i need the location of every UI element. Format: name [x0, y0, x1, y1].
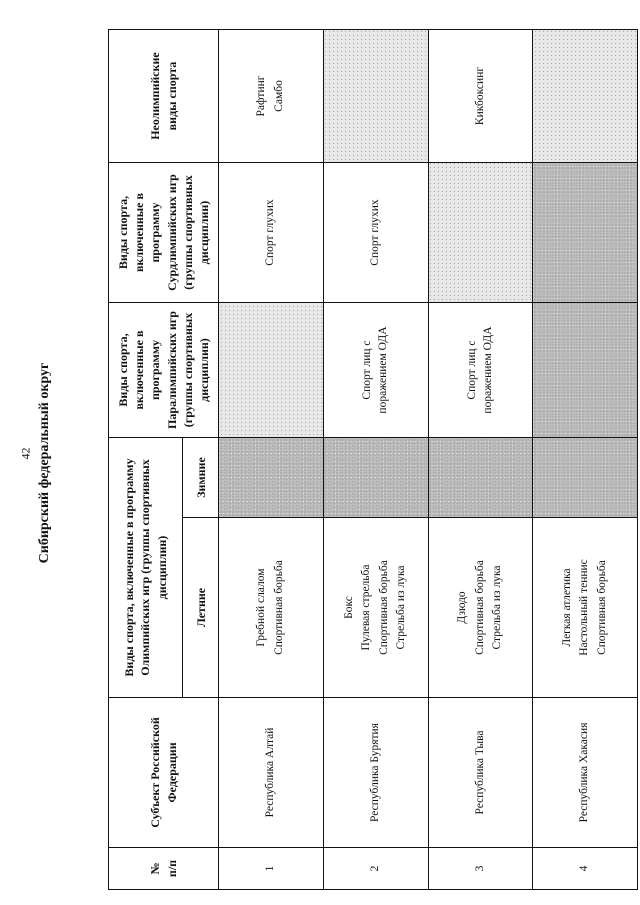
cell-num: 3	[428, 848, 533, 890]
cell-item: Стрельба из лука	[395, 565, 408, 650]
cell-nonolympic	[428, 30, 533, 163]
cell-item: Спорт глухих	[264, 199, 277, 266]
cell-item: Спортивная борьба	[377, 560, 390, 655]
header-num: № п/п	[109, 848, 219, 890]
cell-nonolympic	[219, 30, 324, 163]
table-row	[323, 30, 428, 890]
header-subject: Субъект Российской Федерации	[109, 698, 219, 848]
header-olympic-winter: Зимние	[183, 438, 219, 518]
cell-item: Самбо	[273, 80, 285, 112]
cell-deaflympic	[219, 163, 324, 303]
cell-num: 4	[533, 848, 638, 890]
cell-item: Настольный теннис	[578, 559, 591, 656]
cell-winter	[533, 438, 638, 518]
header-nonolympic: Неолимпийские виды спорта	[109, 30, 219, 163]
table-row	[533, 30, 638, 890]
cell-item: Рафтинг	[255, 75, 268, 117]
table-row	[428, 30, 533, 890]
cell-num: 2	[323, 848, 428, 890]
cell-nonolympic	[533, 30, 638, 163]
cell-summer	[533, 518, 638, 698]
header-olympic: Виды спорта, включенные в программу Олимпийских игр (группы спортивных дисциплин)	[109, 438, 183, 698]
cell-deaflympic	[533, 163, 638, 303]
cell-item: Спорт лиц с поражением ОДА	[465, 326, 494, 414]
cell-item: Дзюдо	[456, 591, 469, 624]
cell-summer	[219, 518, 324, 698]
cell-item: Гребной слалом	[255, 568, 268, 647]
cell-summer	[323, 518, 428, 698]
header-paralympic: Виды спорта, включенные в программу Паралимпийских игр (группы спортивных дисциплин)	[109, 303, 219, 438]
header-deaflympic: Виды спорта, включенные в программу Сурдлимпийских игр (группы спортивных дисциплин)	[109, 163, 219, 303]
cell-nonolympic	[323, 30, 428, 163]
page-title: Сибирский федеральный округ	[37, 362, 52, 564]
cell-item: Кикбоксинг	[473, 66, 486, 126]
cell-deaflympic	[428, 163, 533, 303]
cell-item: Легкая атлетика	[560, 568, 573, 647]
cell-item: Спорт лиц с поражением ОДА	[361, 326, 389, 414]
cell-item: Пулевая стрельба	[360, 564, 373, 651]
header-olympic-summer: Летние	[183, 518, 219, 698]
cell-subject: Республика Бурятия	[323, 698, 428, 848]
cell-deaflympic	[323, 163, 428, 303]
cell-paralympic	[219, 303, 324, 438]
cell-num: 1	[219, 848, 324, 890]
cell-summer	[428, 518, 533, 698]
rotated-table-area	[108, 30, 632, 890]
cell-paralympic	[428, 303, 533, 438]
cell-item: Стрельба из лука	[491, 565, 504, 650]
cell-item: Спортивная борьба	[596, 560, 608, 655]
cell-item: Спорт глухих	[368, 199, 381, 266]
sports-table	[108, 29, 638, 890]
cell-winter	[323, 438, 428, 518]
cell-subject: Республика Алтай	[219, 698, 324, 848]
cell-item: Спортивная борьба	[473, 560, 486, 655]
cell-winter	[219, 438, 324, 518]
cell-item: Спортивная борьба	[273, 560, 285, 655]
table-row	[219, 30, 324, 890]
cell-item: Бокс	[342, 596, 355, 619]
page-number: 42	[18, 447, 33, 460]
cell-winter	[428, 438, 533, 518]
cell-paralympic	[323, 303, 428, 438]
cell-paralympic	[533, 303, 638, 438]
cell-subject: Республика Хакасия	[533, 698, 638, 848]
cell-subject: Республика Тыва	[428, 698, 533, 848]
